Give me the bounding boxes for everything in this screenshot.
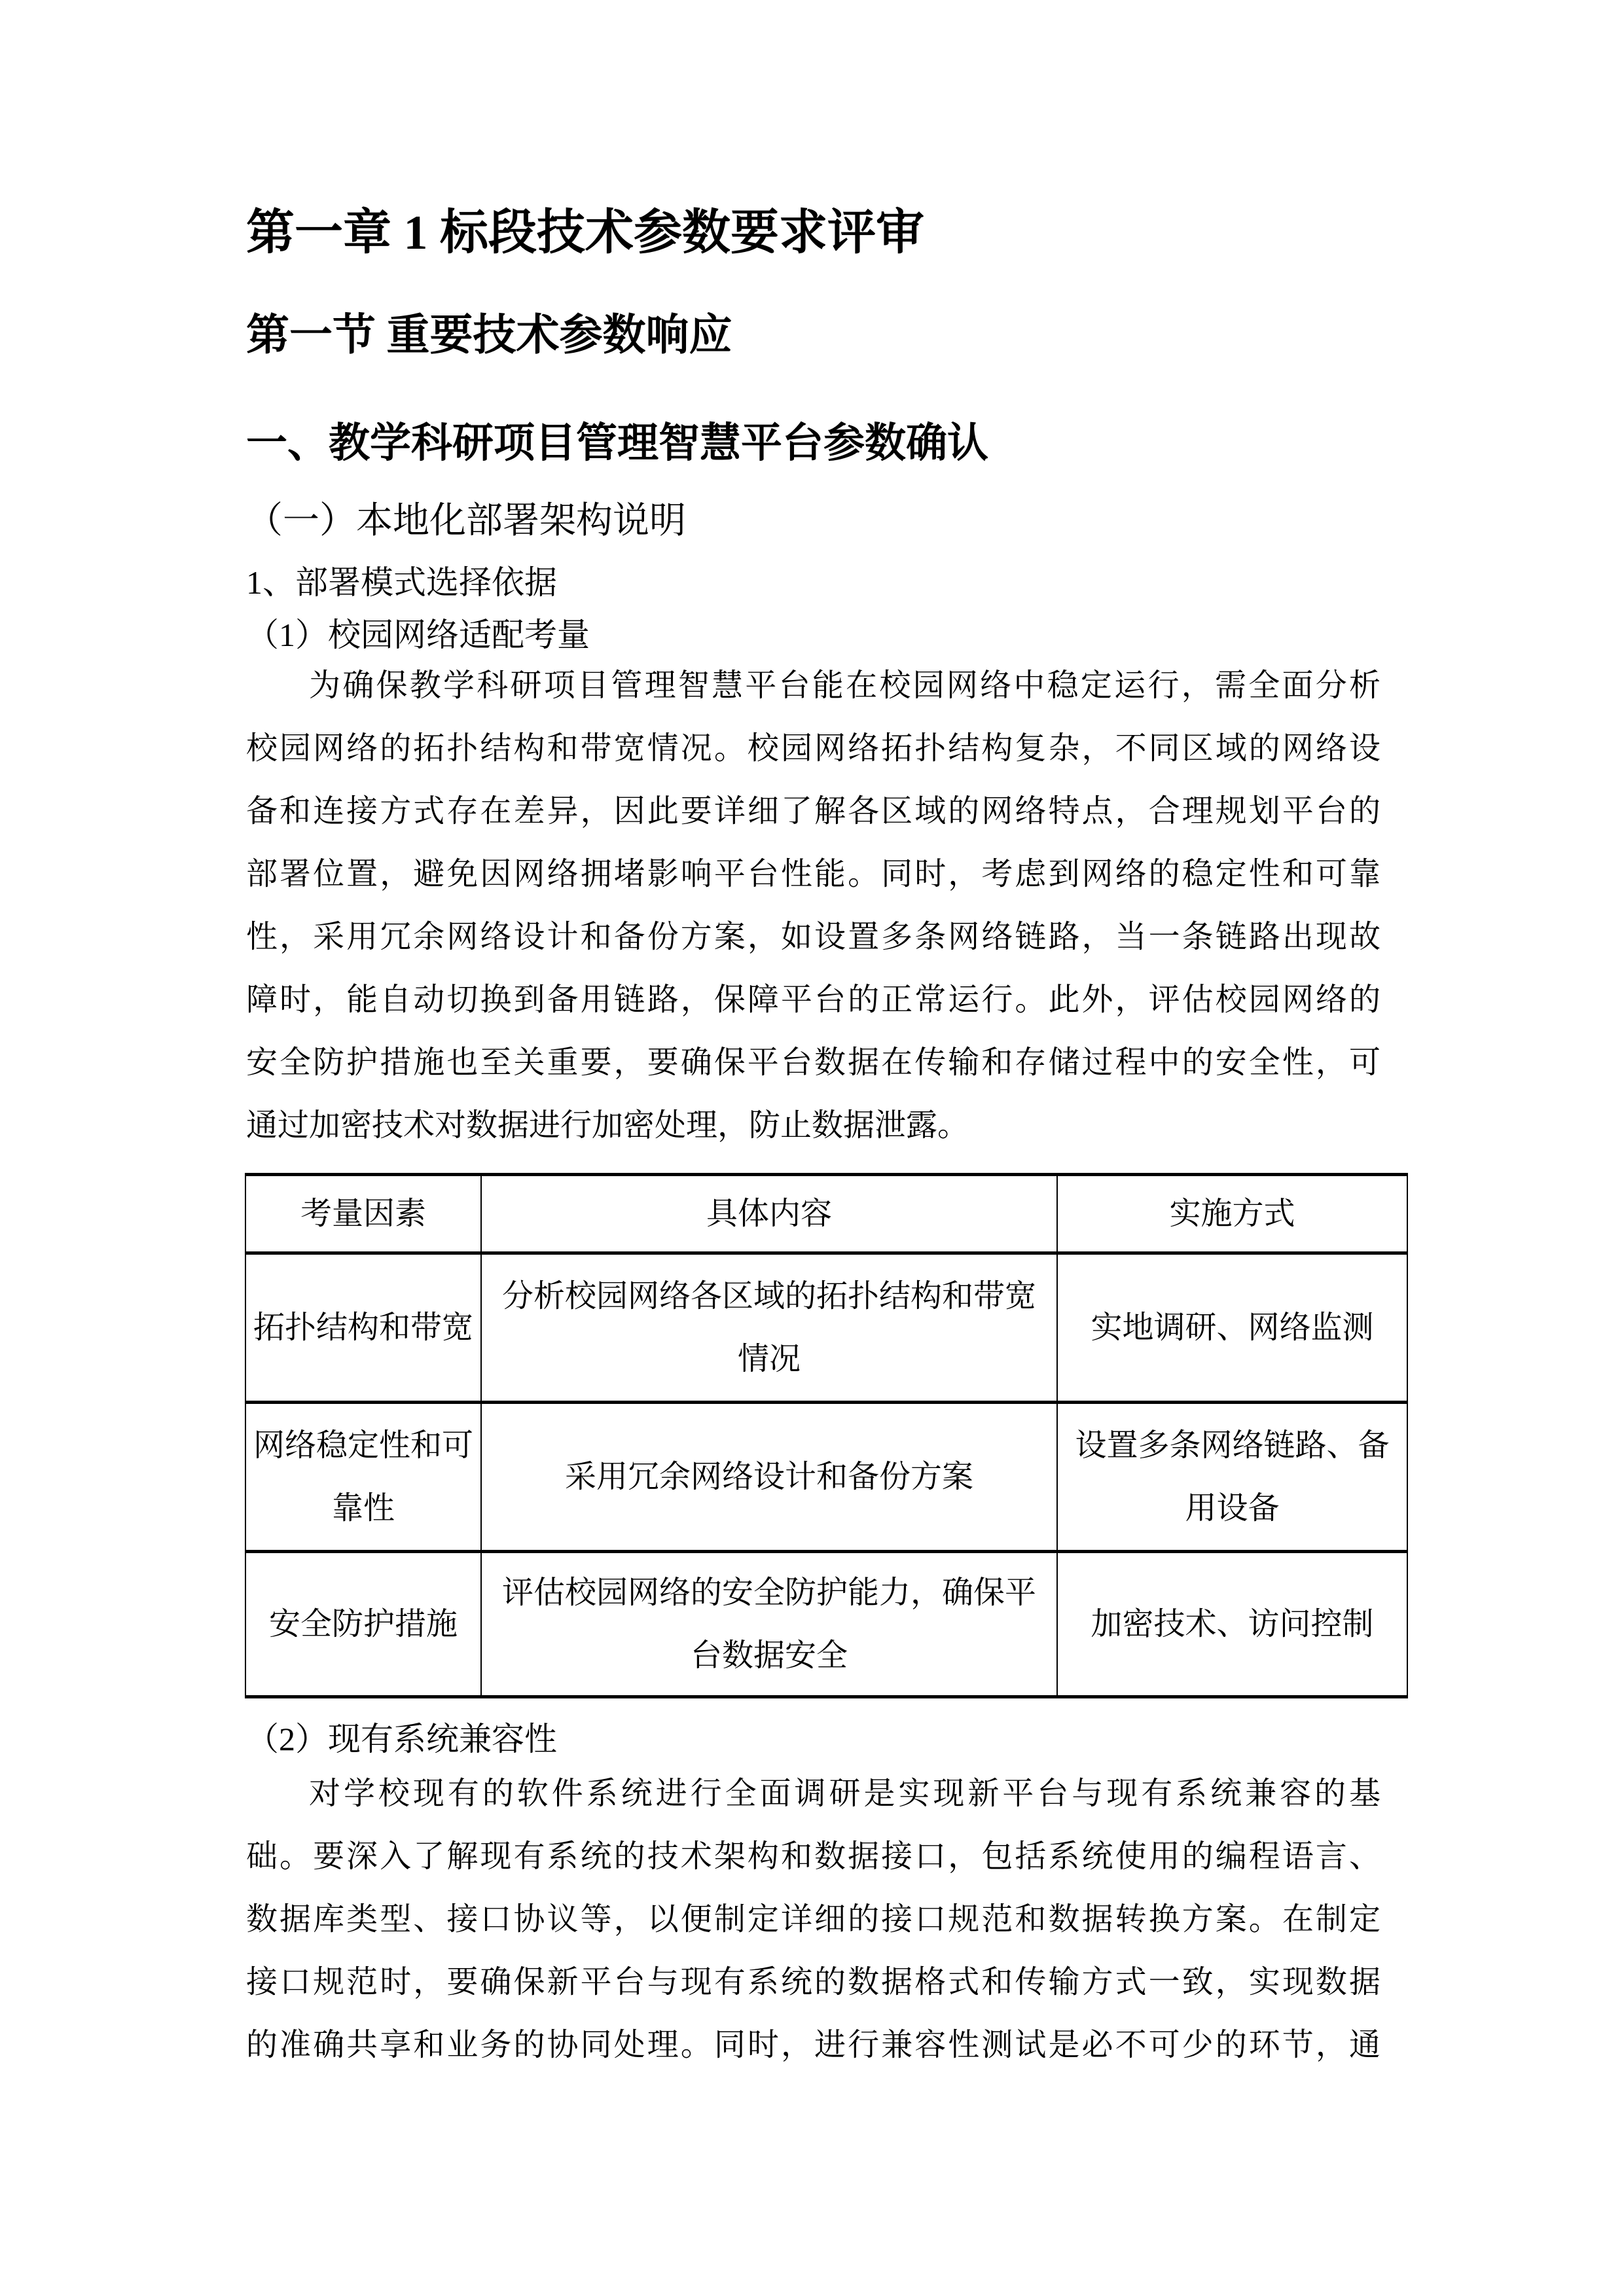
table-cell: 安全防护措施 [245, 1552, 481, 1697]
paragraph-1-line: 部署位置，避免因网络拥堵影响平台性能。同时，考虑到网络的稳定性和可靠 [246, 857, 1380, 891]
table-cell: 拓扑结构和带宽 [245, 1253, 481, 1403]
paragraph-1-line: 障时，能自动切换到备用链路，保障平台的正常运行。此外，评估校园网络的 [246, 982, 1380, 1017]
table-row [245, 1403, 1407, 1552]
paragraph-2-line: 的准确共享和业务的协同处理。同时，进行兼容性测试是必不可少的环节，通 [246, 2028, 1380, 2062]
subsection-heading: 一、教学科研项目管理智慧平台参数确认 [246, 420, 988, 466]
paragraph-1-line: 通过加密技术对数据进行加密处理，防止数据泄露。 [246, 1108, 969, 1143]
paragraph-1-line: 校园网络的拓扑结构和带宽情况。校园网络拓扑结构复杂，不同区域的网络设 [246, 731, 1380, 766]
table-cell: 实地调研、网络监测 [1057, 1253, 1407, 1403]
table-cell: 网络稳定性和可靠性 [245, 1403, 481, 1552]
point-2-heading: （2）现有系统兼容性 [246, 1721, 557, 1757]
paragraph-1-line: 备和连接方式存在差异，因此要详细了解各区域的网络特点，合理规划平台的 [246, 794, 1380, 829]
paragraph-1-line: 安全防护措施也至关重要，要确保平台数据在传输和存储过程中的安全性，可 [246, 1045, 1380, 1080]
table-header-row [245, 1175, 1407, 1253]
table-header-cell: 考量因素 [245, 1175, 481, 1253]
point-1-heading: （1）校园网络适配考量 [246, 617, 590, 653]
table-header-cell: 具体内容 [481, 1175, 1057, 1253]
table-cell: 评估校园网络的安全防护能力，确保平台数据安全 [481, 1552, 1057, 1697]
table-header-cell: 实施方式 [1057, 1175, 1407, 1253]
paragraph-1 [246, 655, 1380, 1157]
paragraph-1-line: 为确保教学科研项目管理智慧平台能在校园网络中稳定运行，需全面分析 [309, 668, 1380, 703]
paragraph-2-line: 接口规范时，要确保新平台与现有系统的数据格式和传输方式一致，实现数据 [246, 1965, 1380, 2000]
chapter-heading: 第一章 1 标段技术参数要求评审 [246, 206, 924, 260]
paragraph-2-line: 础。要深入了解现有系统的技术架构和数据接口，包括系统使用的编程语言、 [246, 1839, 1380, 1874]
table-cell: 采用冗余网络设计和备份方案 [481, 1403, 1057, 1552]
considerations-table [245, 1173, 1408, 1698]
table-row [245, 1552, 1407, 1697]
table-cell: 分析校园网络各区域的拓扑结构和带宽情况 [481, 1253, 1057, 1403]
item-1-heading: 1、部署模式选择依据 [246, 564, 557, 601]
paragraph-1-line: 性，采用冗余网络设计和备份方案，如设置多条网络链路，当一条链路出现故 [246, 920, 1380, 954]
paragraph-2-line: 数据库类型、接口协议等，以便制定详细的接口规范和数据转换方案。在制定 [246, 1902, 1380, 1937]
table-cell: 加密技术、访问控制 [1057, 1552, 1407, 1697]
section-heading: 第一节 重要技术参数响应 [246, 312, 732, 359]
paragraph-2-line: 对学校现有的软件系统进行全面调研是实现新平台与现有系统兼容的基 [309, 1776, 1380, 1811]
table-row [245, 1253, 1407, 1403]
clause-1-heading: （一）本地化部署架构说明 [246, 501, 686, 541]
paragraph-2 [246, 1763, 1380, 2077]
table-cell: 设置多条网络链路、备用设备 [1057, 1403, 1407, 1552]
